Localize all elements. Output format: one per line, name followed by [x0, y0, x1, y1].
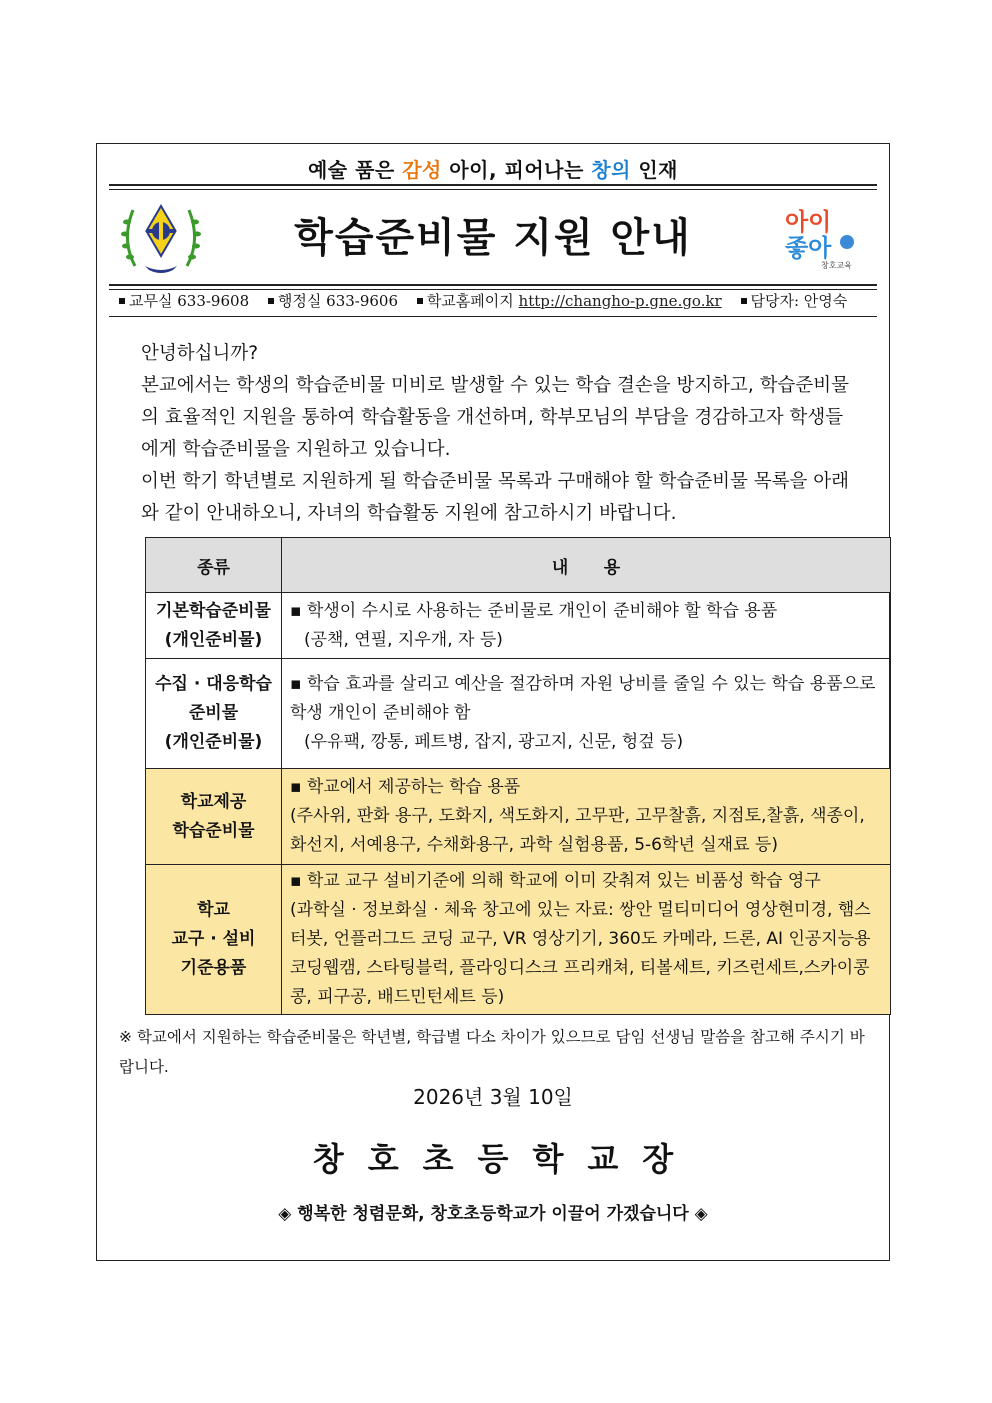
footnote: ※ 학교에서 지원하는 학습준비물은 학년별, 학급별 다소 차이가 있으므로 담임 선생님 말씀을 참고해 주시기 바랍니다.: [119, 1028, 865, 1076]
homepage-label: 학교홈페이지: [426, 292, 514, 310]
admin-phone: 행정실 633-9606: [277, 292, 399, 310]
slogan-part1: 예술 품은: [307, 158, 403, 182]
school-slogan: [97, 154, 889, 183]
table-row: [146, 865, 891, 1015]
document-title: 학습준비물 지원 안내: [294, 215, 692, 261]
logo-line2: 좋아: [785, 234, 832, 262]
school-motto: ◈ 행복한 청렴문화, 창호초등학교가 이끌어 가겠습니다 ◈: [278, 1204, 708, 1224]
row-content: ▪ 학습 효과를 살리고 예산을 절감하며 자원 낭비를 줄일 수 있는 학습 용품으로 학생 개인이 준비해야 함 (우유팩, 깡통, 페트병, 잡지, 광고지, 신문, 헝겊 등): [282, 659, 891, 769]
row-kind: 학교 교구 · 설비 기준용품: [146, 865, 282, 1015]
bullet-icon: [119, 298, 125, 304]
intro-paragraph-2: 이번 학기 학년별로 지원하게 될 학습준비물 목록과 구매해야 할 학습준비물 목록을 아래와 같이 안내하오니, 자녀의 학습활동 지원에 참고하시기 바랍니다.: [141, 471, 850, 524]
logo-caption: 창호교육: [821, 261, 852, 270]
slogan-part2: 아이, 피어나는: [441, 158, 592, 182]
header-content: 내 용: [282, 538, 891, 593]
row-content: ▪ 학교에서 제공하는 학습 용품 (주사위, 판화 용구, 도화지, 색도화지, 고무판, 고무찰흙, 지점토,찰흙, 색종이, 화선지, 서예용구, 수채화용구, 과학 실험용품, 5-6학년 실재료 등): [282, 769, 891, 865]
slogan-changui: 창의: [591, 158, 631, 182]
table-header-row: [146, 538, 891, 593]
notice-frame: [96, 143, 890, 1261]
bullet-icon: [417, 298, 423, 304]
homepage-link[interactable]: http://changho-p.gne.go.kr: [518, 292, 722, 310]
contact-bar: [119, 290, 847, 311]
divider: [109, 284, 877, 286]
intro-paragraph-1: 본교에서는 학생의 학습준비물 미비로 발생할 수 있는 학습 결손을 방지하고, 학습준비물의 효율적인 지원을 통하여 학습활동을 개선하며, 학부모님의 부담을 경감하고자 학생들에게 학습준비물을 지원하고 있습니다.: [141, 375, 850, 460]
logo-line1: 아이: [785, 208, 832, 236]
divider: [109, 316, 877, 317]
aijoa-logo: [781, 202, 867, 272]
row-kind: 수집 · 대응학습 준비물 (개인준비물): [146, 659, 282, 769]
row-kind: 기본학습준비물 (개인준비물): [146, 593, 282, 659]
row-kind: 학교제공 학습준비물: [146, 769, 282, 865]
divider: [109, 184, 877, 186]
bullet-icon: [268, 298, 274, 304]
intro-text: [141, 338, 861, 530]
office-phone: 교무실 633-9608: [129, 292, 250, 310]
slogan-part3: 인재: [630, 158, 678, 182]
table-row: [146, 769, 891, 865]
bullet-icon: [741, 298, 747, 304]
principal-signature: 창호초등학교장: [312, 1140, 698, 1178]
supplies-table: [145, 537, 891, 1015]
header-kind: 종류: [146, 538, 282, 593]
row-content: ▪ 학교 교구 설비기준에 의해 학교에 이미 갖춰져 있는 비품성 학습 영구 (과학실 · 정보화실 · 체육 창고에 있는 자료: 쌍안 멀티미디어 영상현미경, 햄스터봇, 언플러그드 코딩 교구, VR 영상기기, 360도 카메라, 드론, AI 인공지능용 코딩웹캠, 스타팅블럭, 플라잉디스크 프리캐쳐, 티볼세트, 키즈런세트,스카이콩콩, 피구공, 배드민턴세트 등): [282, 865, 891, 1015]
row-content: ▪ 학생이 수시로 사용하는 준비물로 개인이 준비해야 할 학습 용품 (공책, 연필, 지우개, 자 등): [282, 593, 891, 659]
divider: [109, 189, 877, 190]
manager-name: 담당자: 안영숙: [750, 292, 848, 310]
issue-date: 2026년 3월 10일: [413, 1085, 573, 1109]
slogan-gamseong: 감성: [402, 158, 442, 182]
table-row: [146, 659, 891, 769]
table-row: [146, 593, 891, 659]
greeting: 안녕하십니까?: [141, 343, 259, 364]
